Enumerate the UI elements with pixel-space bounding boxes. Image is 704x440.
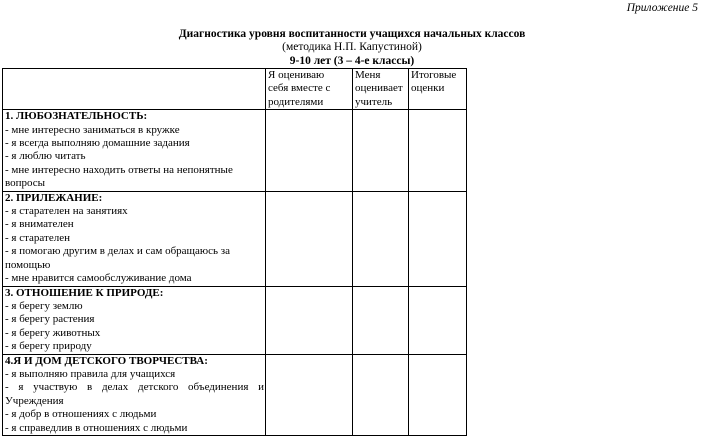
header-line: оценивает: [355, 82, 403, 95]
header-line: родителями: [268, 95, 324, 108]
assessment-table: [2, 68, 467, 436]
score-cell[interactable]: [353, 286, 409, 354]
category-cell-nature: [3, 286, 266, 354]
category-item: - я участвую в делах детского объединения и Учреждения: [5, 381, 264, 407]
header-line: себя вместе с: [268, 82, 331, 95]
category-title: 1. ЛЮБОЗНАТЕЛЬНОСТЬ:: [5, 110, 148, 123]
category-item: - я старателен на занятиях: [5, 205, 128, 218]
category-item: - я берегу растения: [5, 313, 95, 326]
category-item: - мне интересно находить ответы на непонятные вопросы: [5, 163, 233, 190]
category-cell-diligence: [3, 191, 266, 286]
header-cell-self-with-parents: [266, 69, 353, 110]
category-item: - я выполняю правила для учащихся: [5, 367, 176, 380]
category-title: 4.Я И ДОМ ДЕТСКОГО ТВОРЧЕСТВА:: [5, 354, 208, 367]
table-row: [3, 191, 467, 286]
score-cell[interactable]: [266, 110, 353, 191]
category-item: - я внимателен: [5, 218, 74, 231]
header-cell-teacher: [353, 69, 409, 110]
header-cell-empty: [3, 69, 266, 110]
category-item: - мне интересно заниматься в кружке: [5, 123, 180, 136]
category-title: 3. ОТНОШЕНИЕ К ПРИРОДЕ:: [5, 286, 164, 299]
category-item: - я люблю читать: [5, 150, 86, 163]
category-cell-creativity-house: [3, 354, 266, 435]
category-item: - я берегу природу: [5, 340, 92, 353]
table-row: [3, 286, 467, 354]
age-group-heading: 9-10 лет (3 – 4-е классы): [289, 55, 415, 67]
table-row: [3, 110, 467, 191]
appendix-label: Приложение 5: [626, 2, 698, 14]
document-subtitle: (методика Н.П. Капустиной): [282, 41, 422, 53]
category-title: 2. ПРИЛЕЖАНИЕ:: [5, 191, 103, 204]
category-item: - я старателен: [5, 231, 70, 244]
header-line: учитель: [355, 95, 393, 108]
score-cell[interactable]: [409, 354, 467, 435]
header-line: Меня: [355, 69, 381, 81]
category-item: - мне нравится самообслуживание дома: [5, 272, 192, 285]
score-cell[interactable]: [353, 354, 409, 435]
category-item: - я всегда выполняю домашние задания: [5, 137, 190, 150]
header-line: оценки: [411, 82, 445, 95]
category-cell-curiosity: [3, 110, 266, 191]
category-item: - я справедлив в отношениях с людьми: [5, 421, 188, 434]
score-cell[interactable]: [409, 286, 467, 354]
score-cell[interactable]: [266, 191, 353, 286]
category-item: - я берегу животных: [5, 326, 101, 339]
score-cell[interactable]: [353, 110, 409, 191]
score-cell[interactable]: [409, 110, 467, 191]
score-cell[interactable]: [266, 286, 353, 354]
header-cell-final: [409, 69, 467, 110]
table-row: [3, 354, 467, 435]
score-cell[interactable]: [409, 191, 467, 286]
score-cell[interactable]: [266, 354, 353, 435]
category-item: - я добр в отношениях с людьми: [5, 408, 157, 421]
table-header-row: [3, 69, 467, 110]
header-line: Я оцениваю: [268, 69, 325, 81]
score-cell[interactable]: [353, 191, 409, 286]
category-item: - я помогаю другим в делах и сам обращаюсь за помощью: [5, 245, 231, 271]
header-line: Итоговые: [411, 69, 457, 81]
document-title: Диагностика уровня воспитанности учащихся начальных классов: [178, 28, 526, 40]
category-item: - я берегу землю: [5, 299, 83, 312]
